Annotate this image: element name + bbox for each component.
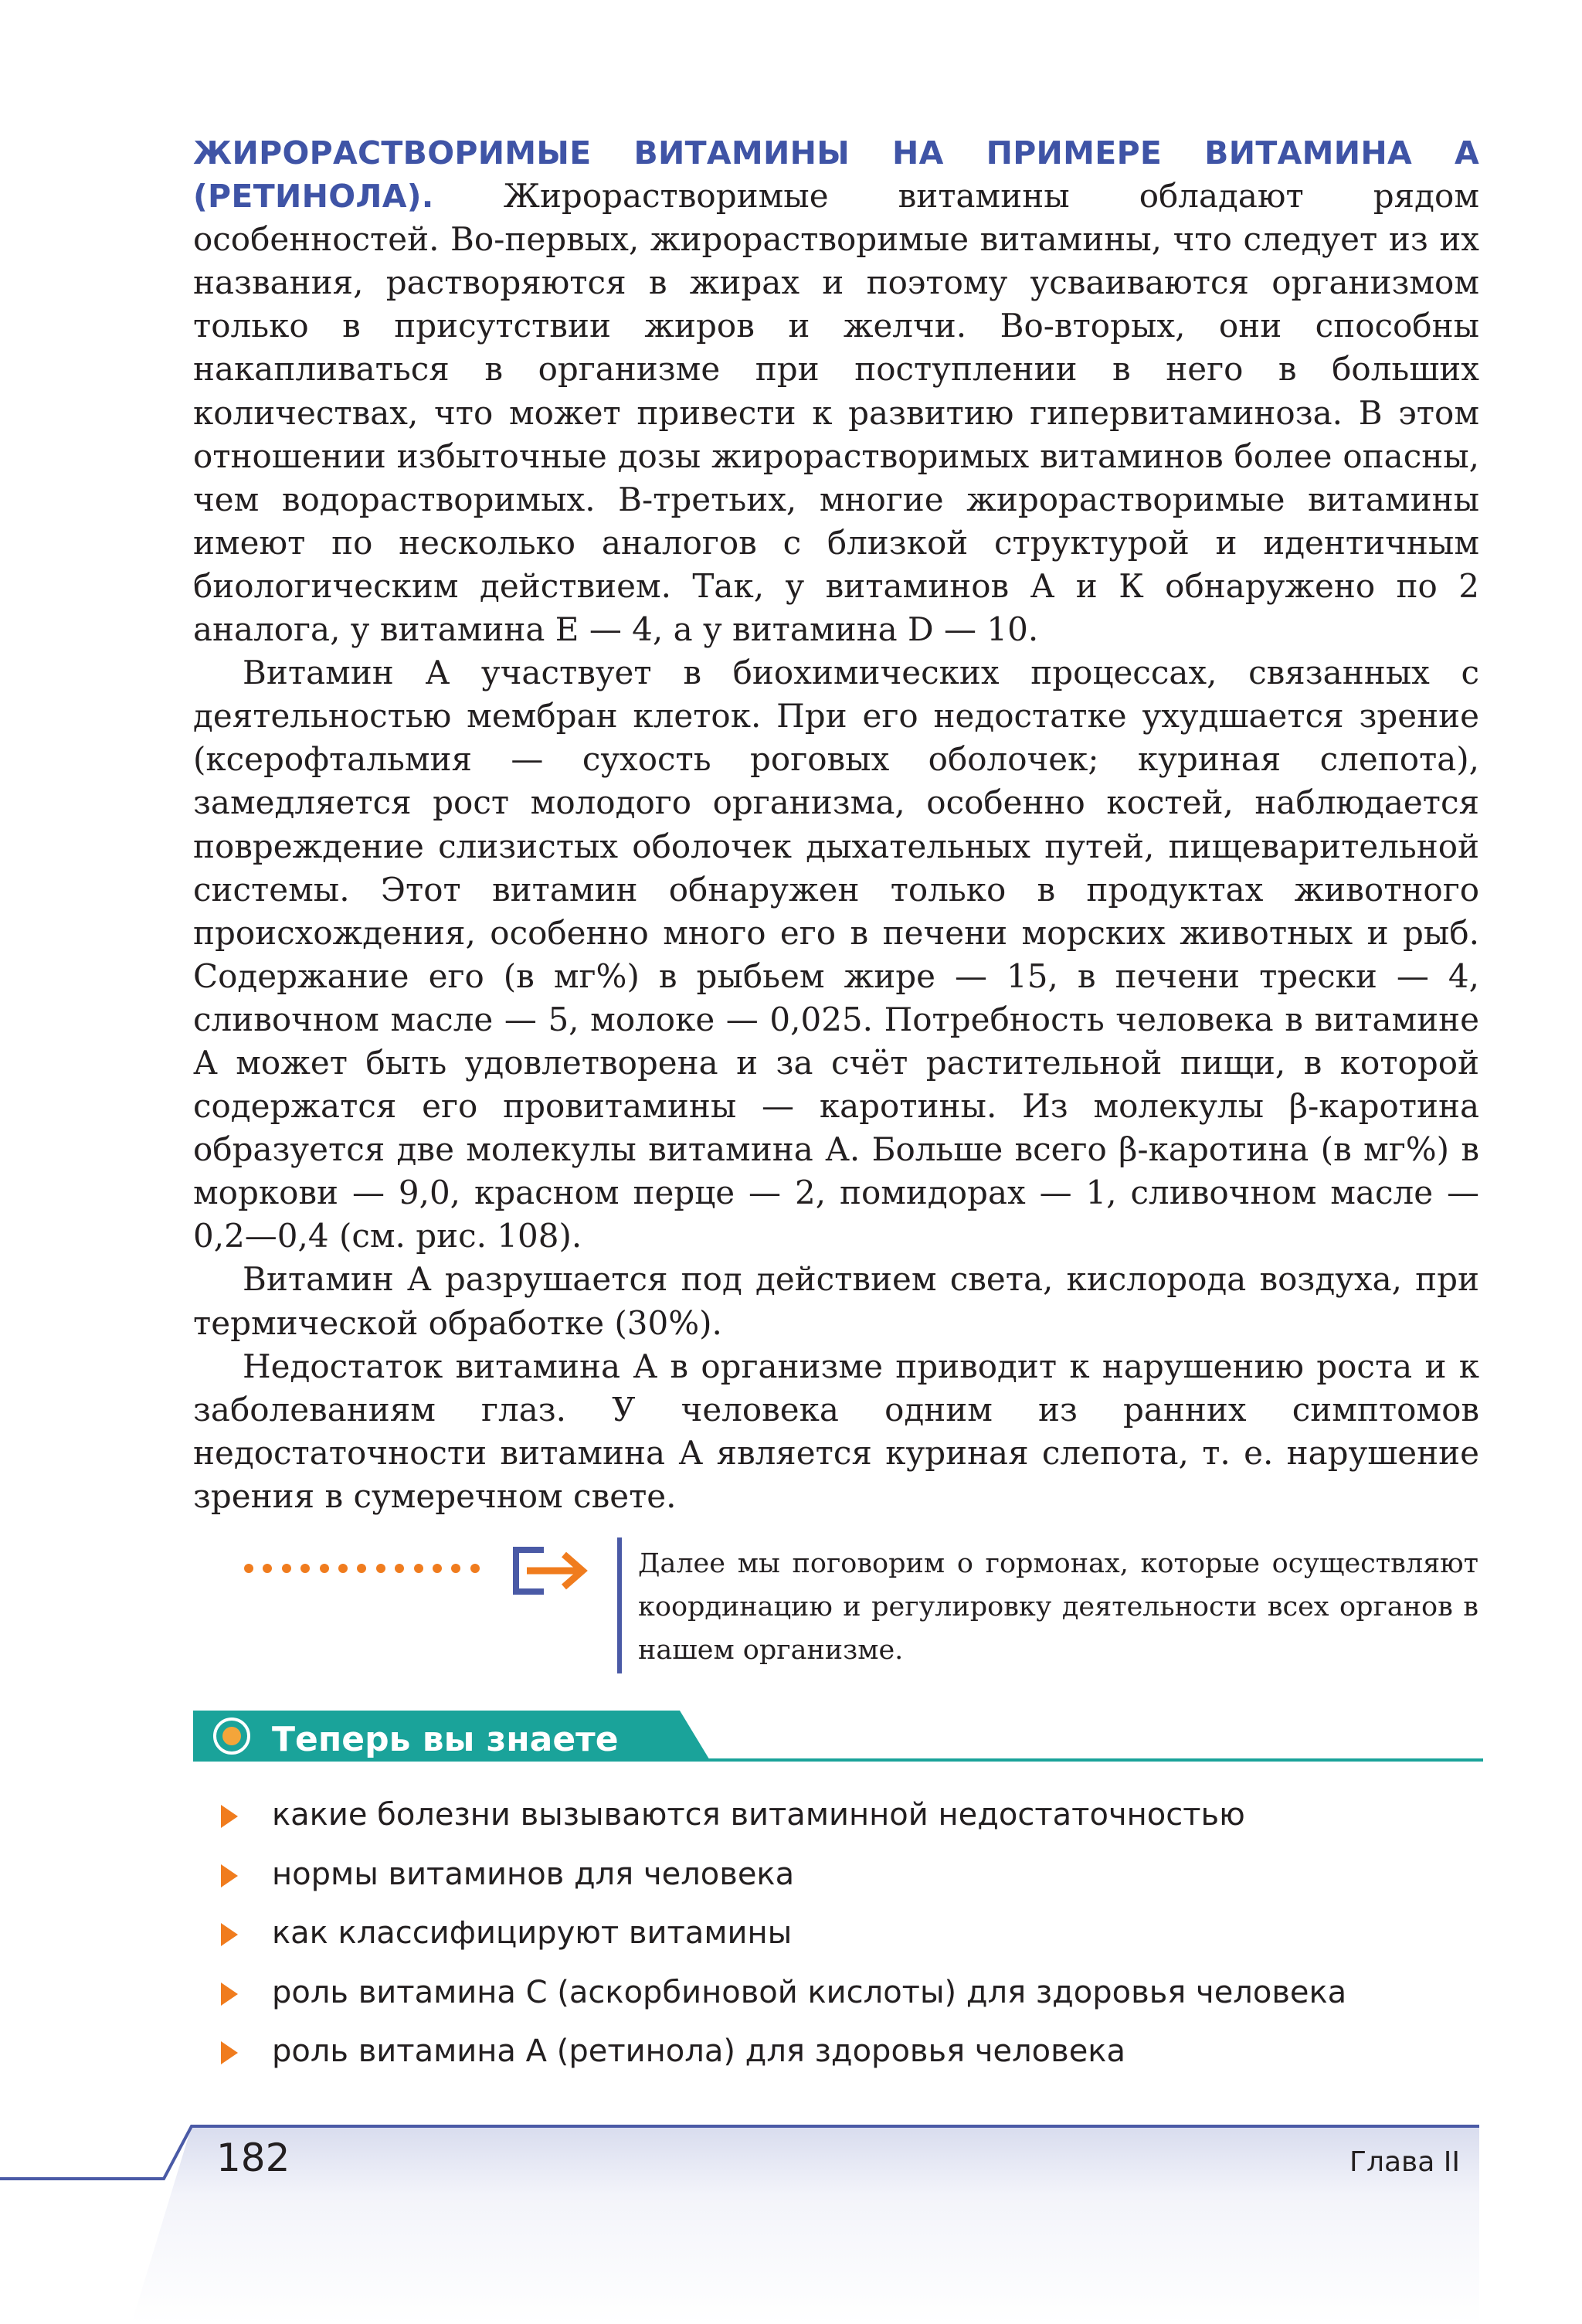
list-item: нормы витаминов для человека: [218, 1849, 1346, 1908]
triangle-bullet-icon: [221, 2041, 238, 2064]
callout-dotted-line: [244, 1563, 491, 1574]
section-heading: ЖИРОРАСТВОРИМЫЕ ВИТАМИНЫ НА ПРИМЕРЕ ВИТАМИНА А (РЕТИНОЛА).: [193, 134, 1479, 216]
list-item: роль витамина А (ретинола) для здоровья человека: [218, 2026, 1346, 2085]
list-item: роль витамина С (аскорбиновой кислоты) для здоровья человека: [218, 1967, 1346, 2027]
paragraph-3: Витамин А разрушается под действием света, кислорода воздуха, при термической обработке (30%).: [193, 1260, 1479, 1342]
paragraph-1-text: Жирорастворимые витамины обладают рядом особенностей. Во-первых, жирорастворимые витамины, что следует из их названия, растворяются в жирах и поэтому усваиваются организмом только в присутствии жиров и желчи. Во-вторых, они способны накапливаться в организме при поступлении в него в больших количествах, что может привести к развитию гипервитаминоза. В этом отношении избыточные дозы жирорастворимых витаминов более опасны, чем водорастворимых. В-третьих, многие жирорастворимые витамины имеют по несколько аналогов с близкой структурой и идентичным биологическим действием. Так, у витаминов А и К обнаружено по 2 аналога, у витамина Е — 4, а у витамина D — 10.: [193, 177, 1479, 649]
triangle-bullet-icon: [221, 1983, 238, 2006]
arrow-right-box-icon: [510, 1544, 595, 1598]
list-item: какие болезни вызываются витаминной недостаточностью: [218, 1789, 1346, 1849]
triangle-bullet-icon: [221, 1805, 238, 1828]
callout-text: Далее мы поговорим о гормонах, которые осуществляют координацию и регулировку деятельности всех органов в нашем организме.: [638, 1548, 1478, 1666]
summary-list: [218, 1789, 1346, 2085]
paragraph-1: [193, 131, 1479, 651]
main-text: [193, 131, 1479, 1518]
list-item: как классифицируют витамины: [218, 1908, 1346, 1967]
triangle-bullet-icon: [221, 1923, 238, 1946]
page-number: 182: [216, 2135, 290, 2180]
paragraph-4: Недостаток витамина А в организме приводит к нарушению роста и к заболеваниям глаз. У человека одним из ранних симптомов недостаточности витамина А является куриная слепота, т. е. нарушение зрения в сумеречном свете.: [193, 1347, 1479, 1515]
summary-title: Теперь вы знаете: [272, 1720, 619, 1759]
chapter-label: Глава II: [1349, 2146, 1460, 2178]
paragraph-2: Витамин А участвует в биохимических процессах, связанных с деятельностью мембран клеток. При его недостатке ухудшается зрение (ксерофтальмия — сухость роговых оболочек; куриная слепота), замедляется рост молодого организма, особенно костей, наблюдается повреждение слизистых оболочек дыхательных путей, пищеварительной системы. Этот витамин обнаружен только в продуктах животного происхождения, особенно много его в печени морских животных и рыб. Содержание его (в мг%) в рыбьем жире — 15, в печени трески — 4, сливочном масле — 5, молоке — 0,025. Потребность человека в витамине А может быть удовлетворена и за счёт растительной пищи, в которой содержатся его провитамины — каротины. Из молекулы β-каротина образуется две молекулы витамина А. Больше всего β-каротина (в мг%) в моркови — 9,0, красном перце — 2, помидорах — 1, сливочном масле — 0,2—0,4 (см. рис. 108).: [193, 654, 1479, 1255]
triangle-bullet-icon: [221, 1864, 238, 1887]
callout-bar: [617, 1537, 622, 1673]
